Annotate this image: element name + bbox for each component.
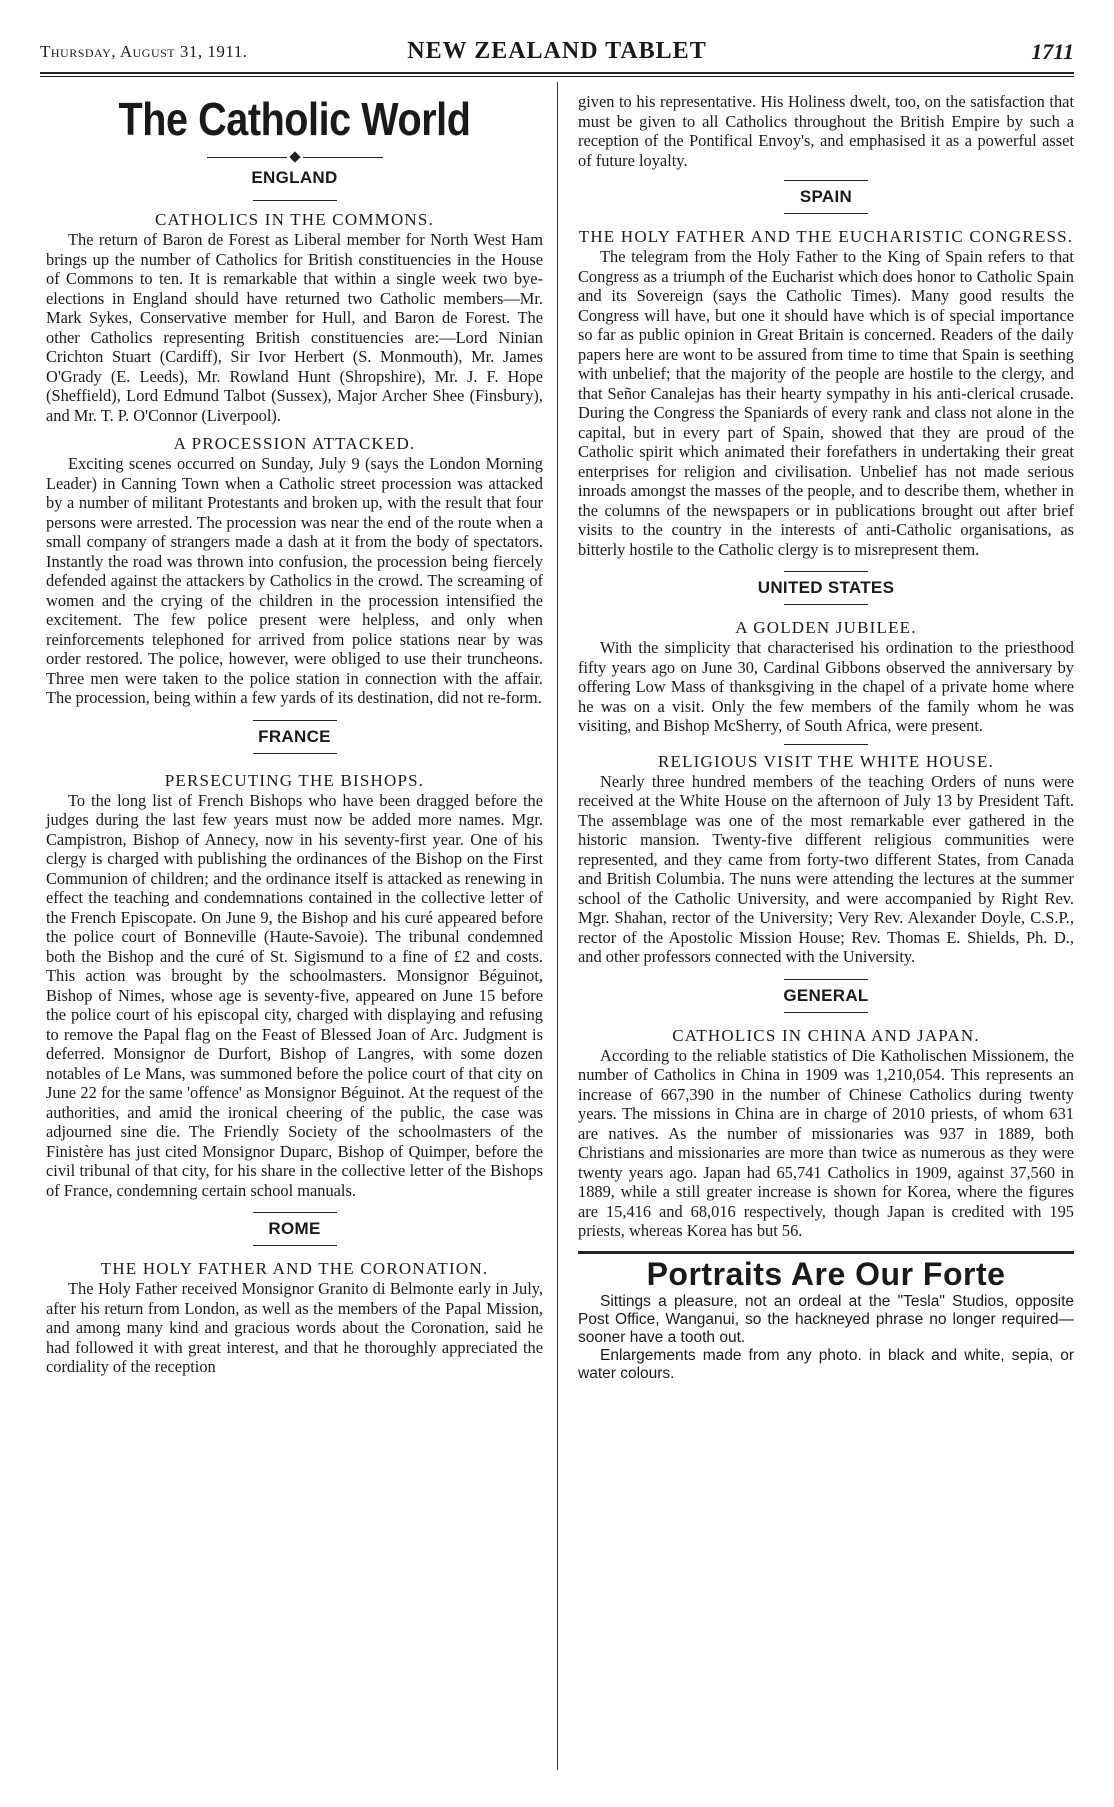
article-title-jubilee: A GOLDEN JUBILEE. (735, 618, 917, 637)
section-rule (253, 720, 337, 721)
section-rule (784, 180, 868, 181)
section-rule (784, 1012, 868, 1013)
article-title-procession: A PROCESSION ATTACKED. (173, 434, 416, 453)
advert-line-1: Sittings a pleasure, not an ordeal at the "Tesla" Studios, opposite Post Office, Wanganui, so the hackneyed phrase no longer required—sooner have a tooth out. (578, 1292, 1074, 1346)
masthead (40, 38, 1074, 68)
article-title-coronation: THE HOLY FATHER AND THE CORONATION. (100, 1259, 489, 1278)
section-rule (784, 604, 868, 605)
column-divider (557, 82, 558, 1770)
left-column (46, 88, 543, 1377)
advert-title: Portraits Are Our Forte (646, 1255, 1006, 1292)
masthead-rule (40, 72, 1074, 74)
section-rule (253, 1245, 337, 1246)
heading-ornament (46, 152, 543, 162)
issue-date: Thursday, August 31, 1911. (40, 42, 248, 61)
article-title-china-japan: CATHOLICS IN CHINA AND JAPAN. (672, 1025, 980, 1045)
section-france: FRANCE (258, 726, 331, 746)
article-body-bishops: To the long list of French Bishops who have been dragged before the judges during the last few years must now be added more names. Mgr. Campistron, Bishop of Annecy, now in his seventy-first year. One of his clergy is charged with publishing the ordinances of the Bishop on the First Communion of children; and the ordinance itself is attacked as renewing in effect the teaching and condemnations contained in the collective letter of the French Episcopate. On June 9, the Bishop and his curé appeared before the police court of Bonneville (Haute-Savoie). The tribunal condemned both the Bishop and the curé of St. Sigismund to a fine of £2 and costs. This action was brought by the schoolmasters. Monsignor Béguinot, Bishop of Nimes, whose age is seventy-five, appeared on June 15 before the police court of his episcopal city, charged with displaying and refusing to remove the Papal flag on the Feast of Blessed Joan of Arc. Judgment is deferred. Monsignor de Durfort, Bishop of Langres, with some dozen notables of Le Mans, was summoned before the police court of that city on June 22 for the same 'offence' as Monsignor Béguinot. At the request of the authorities, and amid the ironical cheering of the public, the case was adjourned sine die. The Friendly Society of the schoolmasters of the Finistère has just cited Monsignor Duparc, Bishop of Quimper, before the civil tribunal of that city, for his share in the collective letter of the Bishops of France, condemning certain school manuals. (46, 790, 543, 1200)
section-rule (253, 200, 337, 201)
page-number: 1711 (1031, 39, 1074, 64)
article-body-china-japan: According to the reliable statistics of Die Katholischen Missionem, the number of Catholics in China in 1909 was 1,210,054. This represents an increase of 667,390 in the number of Chinese Catholics during twenty years. The missions in China are in charge of 2010 priests, of whom 631 are natives. As the number of missionaries was 937 in 1889, both Christians and missionaries are more than twice as numerous as they were twenty years ago. Japan had 65,741 Catholics in 1909, against 37,560 in 1889, while a still greater increase is shown for Korea, where the figures are 15,416 and 68,016 respectively, though Japan is credited with 195 priests, whereas Korea has but 56. (578, 1045, 1074, 1240)
article-body-jubilee: With the simplicity that characterised his ordination to the priesthood fifty years ago on June 30, Cardinal Gibbons observed the anniversary by offering Low Mass of thanksgiving in the chapel of a private home where he was on a visit. Only the few members of the family whom he was visiting, and Bishop McSherry, of South Africa, were present. (578, 638, 1074, 735)
article-body-coronation: The Holy Father received Monsignor Granito di Belmonte early in July, after his return from London, as well as the members of the Papal Mission, and among many kind and gracious words about the Coronation, said he had followed it with great interest, and that he thoroughly appreciated the cordiality of the reception (46, 1279, 543, 1376)
article-body-procession: Exciting scenes occurred on Sunday, July 9 (says the London Morning Leader) in Canning Town when a Catholic street procession was attacked by a number of militant Protestants and broken up, with the result that four persons were arrested. The procession was near the end of the route when a small company of strangers made a dash at it from the body of spectators. Instantly the road was thrown into confusion, the procession being fiercely defended against the attackers by Catholics in the crowd. The screaming of women and the crying of the children in the procession intensified the excitement. The few police present were helpless, and only when reinforcements telephoned for arrived from police stations near by was order restored. The police, however, were obliged to use their truncheons. Three men were taken to the police station in connection with the affair. The procession, being within a few yards of its destination, did not re-form. (46, 454, 543, 707)
article-body-white-house: Nearly three hundred members of the teaching Orders of nuns were received at the White House on the afternoon of July 13 by President Taft. The assemblage was one of the most remarkable ever gathered in the historic mansion. Twenty-five different religious communities were represented, and they came from forty-two different States, from Canada and British Columbia. The nuns were attending the lectures at the summer school of the Catholic University, and were accompanied by Right Rev. Mgr. Shahan, rector of the University; Very Rev. Alexander Doyle, C.S.P., rector of the Apostolic Mission House; Rev. Thomas E. Shields, Ph. D., and other professors connected with the University. (578, 771, 1074, 966)
article-title-white-house: RELIGIOUS VISIT THE WHITE HOUSE. (657, 751, 995, 771)
publication-title: NEW ZEALAND TABLET (407, 38, 707, 64)
section-rule (784, 213, 868, 214)
page-heading: The Catholic World (118, 93, 471, 145)
section-rule (784, 979, 868, 980)
article-title-bishops: PERSECUTING THE BISHOPS. (164, 770, 425, 790)
advert-rule (578, 1251, 1074, 1254)
right-column (578, 92, 1074, 1383)
section-rule (784, 744, 868, 745)
section-rule (253, 1212, 337, 1213)
article-title-congress: THE HOLY FATHER AND THE EUCHARISTIC CONGRESS. (578, 227, 1074, 246)
section-spain: SPAIN (799, 187, 853, 206)
advert-line-2: Enlargements made from any photo. in black and white, sepia, or water colours. (578, 1346, 1074, 1382)
article-body-congress: The telegram from the Holy Father to the King of Spain refers to that Congress as a triumph of the Eucharist which does honor to Catholic Spain and its Sovereign (says the Catholic Times). Many good results the Congress will have, but one it should have which is of special importance so far as public opinion in Great Britain is concerned. Readers of the daily papers here are wont to be assured from time to time that Spain is seething with unbelief; that the majority of the people are hostile to the clergy, and that Señor Canalejas has their hearty sympathy in his anti-clerical crusade. During the Congress the Spaniards of every rank and class not alone in the capital, but in every part of Spain, showed that they are proud of the Catholic spirit which animated their forefathers in undertaking their great enterprises for religion and civilisation. Unbelief has not made serious inroads amongst the masses of the people, and to describe them, whether in the columns of the newspapers or in publications brought out after brief visits to the country in the interests of anti-Catholic organisations, as bitterly hostile to the Catholic clergy is to misrepresent them. (578, 247, 1074, 559)
section-england: ENGLAND (251, 168, 338, 187)
section-rule (784, 571, 868, 572)
section-united-states: UNITED STATES (757, 578, 895, 597)
section-rome: ROME (268, 1219, 321, 1238)
masthead-rule-thin (40, 76, 1074, 77)
section-general: GENERAL (783, 985, 869, 1005)
section-rule (253, 753, 337, 754)
article-body-commons: The return of Baron de Forest as Liberal member for North West Ham brings up the number of Catholics for British constituencies in the House of Commons to ten. It is remarkable that within a single week two bye-elections in England should have returned two Catholic members—Mr. Mark Sykes, Conservative member for Hull, and Baron de Forest. The other Catholics representing British constituencies are:—Lord Ninian Crichton Stuart (Cardiff), Sir Ivor Herbert (S. Monmouth), Mr. James O'Grady (E. Leeds), Mr. Rowland Hunt (Shropshire), Mr. J. F. Hope (Sheffield), Lord Edmund Talbot (Sussex), Major Archer Shee (Finsbury), and Mr. T. P. O'Connor (Liverpool). (46, 230, 543, 425)
article-title-commons: CATHOLICS IN THE COMMONS. (154, 210, 435, 229)
article-body-coronation-continued: given to his representative. His Holiness dwelt, too, on the satisfaction that must be given to all Catholics throughout the British Empire by such a reception of the Pontifical Envoy's, and emphasised it as a powerful asset of future loyalty. (578, 92, 1074, 170)
